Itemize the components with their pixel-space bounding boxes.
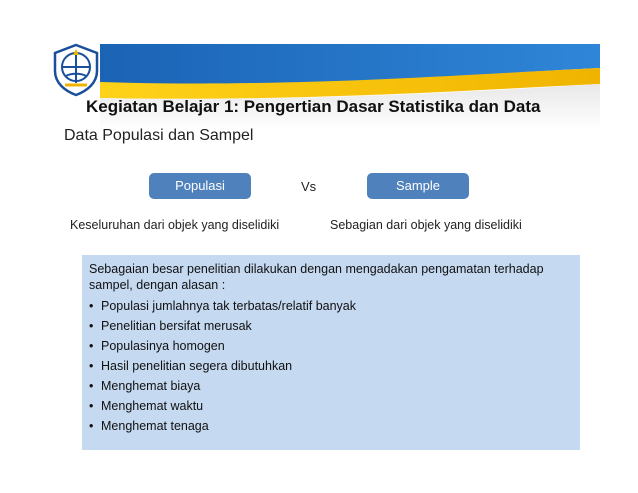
list-item: [89, 398, 572, 414]
bullet-icon: •: [89, 399, 94, 413]
sample-description: Sebagian dari objek yang diselidiki: [330, 218, 522, 232]
page-title: Kegiatan Belajar 1: Pengertian Dasar Statistika dan Data: [86, 97, 541, 116]
reasons-list: [89, 298, 572, 434]
list-item-text: Populasinya homogen: [101, 339, 225, 353]
list-item-text: Populasi jumlahnya tak terbatas/relatif banyak: [101, 299, 357, 313]
reasons-intro: Sebagaian besar penelitian dilakukan dengan mengadakan pengamatan terhadap sampel, dengan alasan :: [89, 262, 544, 292]
bullet-icon: •: [89, 319, 94, 333]
list-item-text: Hasil penelitian segera dibutuhkan: [101, 359, 293, 373]
list-item-text: Menghemat waktu: [101, 399, 204, 413]
university-emblem-icon: [51, 43, 101, 97]
sample-label-box: Sample: [367, 173, 469, 199]
list-item: [89, 338, 572, 354]
section-subtitle: Data Populasi dan Sampel: [64, 127, 254, 144]
reasons-box: [82, 255, 580, 450]
list-item: [89, 298, 572, 314]
list-item: [89, 418, 572, 434]
list-item-text: Menghemat tenaga: [101, 419, 209, 433]
list-item-text: Menghemat biaya: [101, 379, 201, 393]
bullet-icon: •: [89, 359, 94, 373]
bullet-icon: •: [89, 379, 94, 393]
list-item-text: Penelitian bersifat merusak: [101, 319, 252, 333]
bullet-icon: •: [89, 299, 94, 313]
list-item: [89, 378, 572, 394]
populasi-label-box: Populasi: [149, 173, 251, 199]
list-item: [89, 318, 572, 334]
vs-label: Vs: [301, 179, 317, 194]
list-item: [89, 358, 572, 374]
populasi-description: Keseluruhan dari objek yang diselidiki: [70, 218, 280, 232]
bullet-icon: •: [89, 419, 94, 433]
bullet-icon: •: [89, 339, 94, 353]
